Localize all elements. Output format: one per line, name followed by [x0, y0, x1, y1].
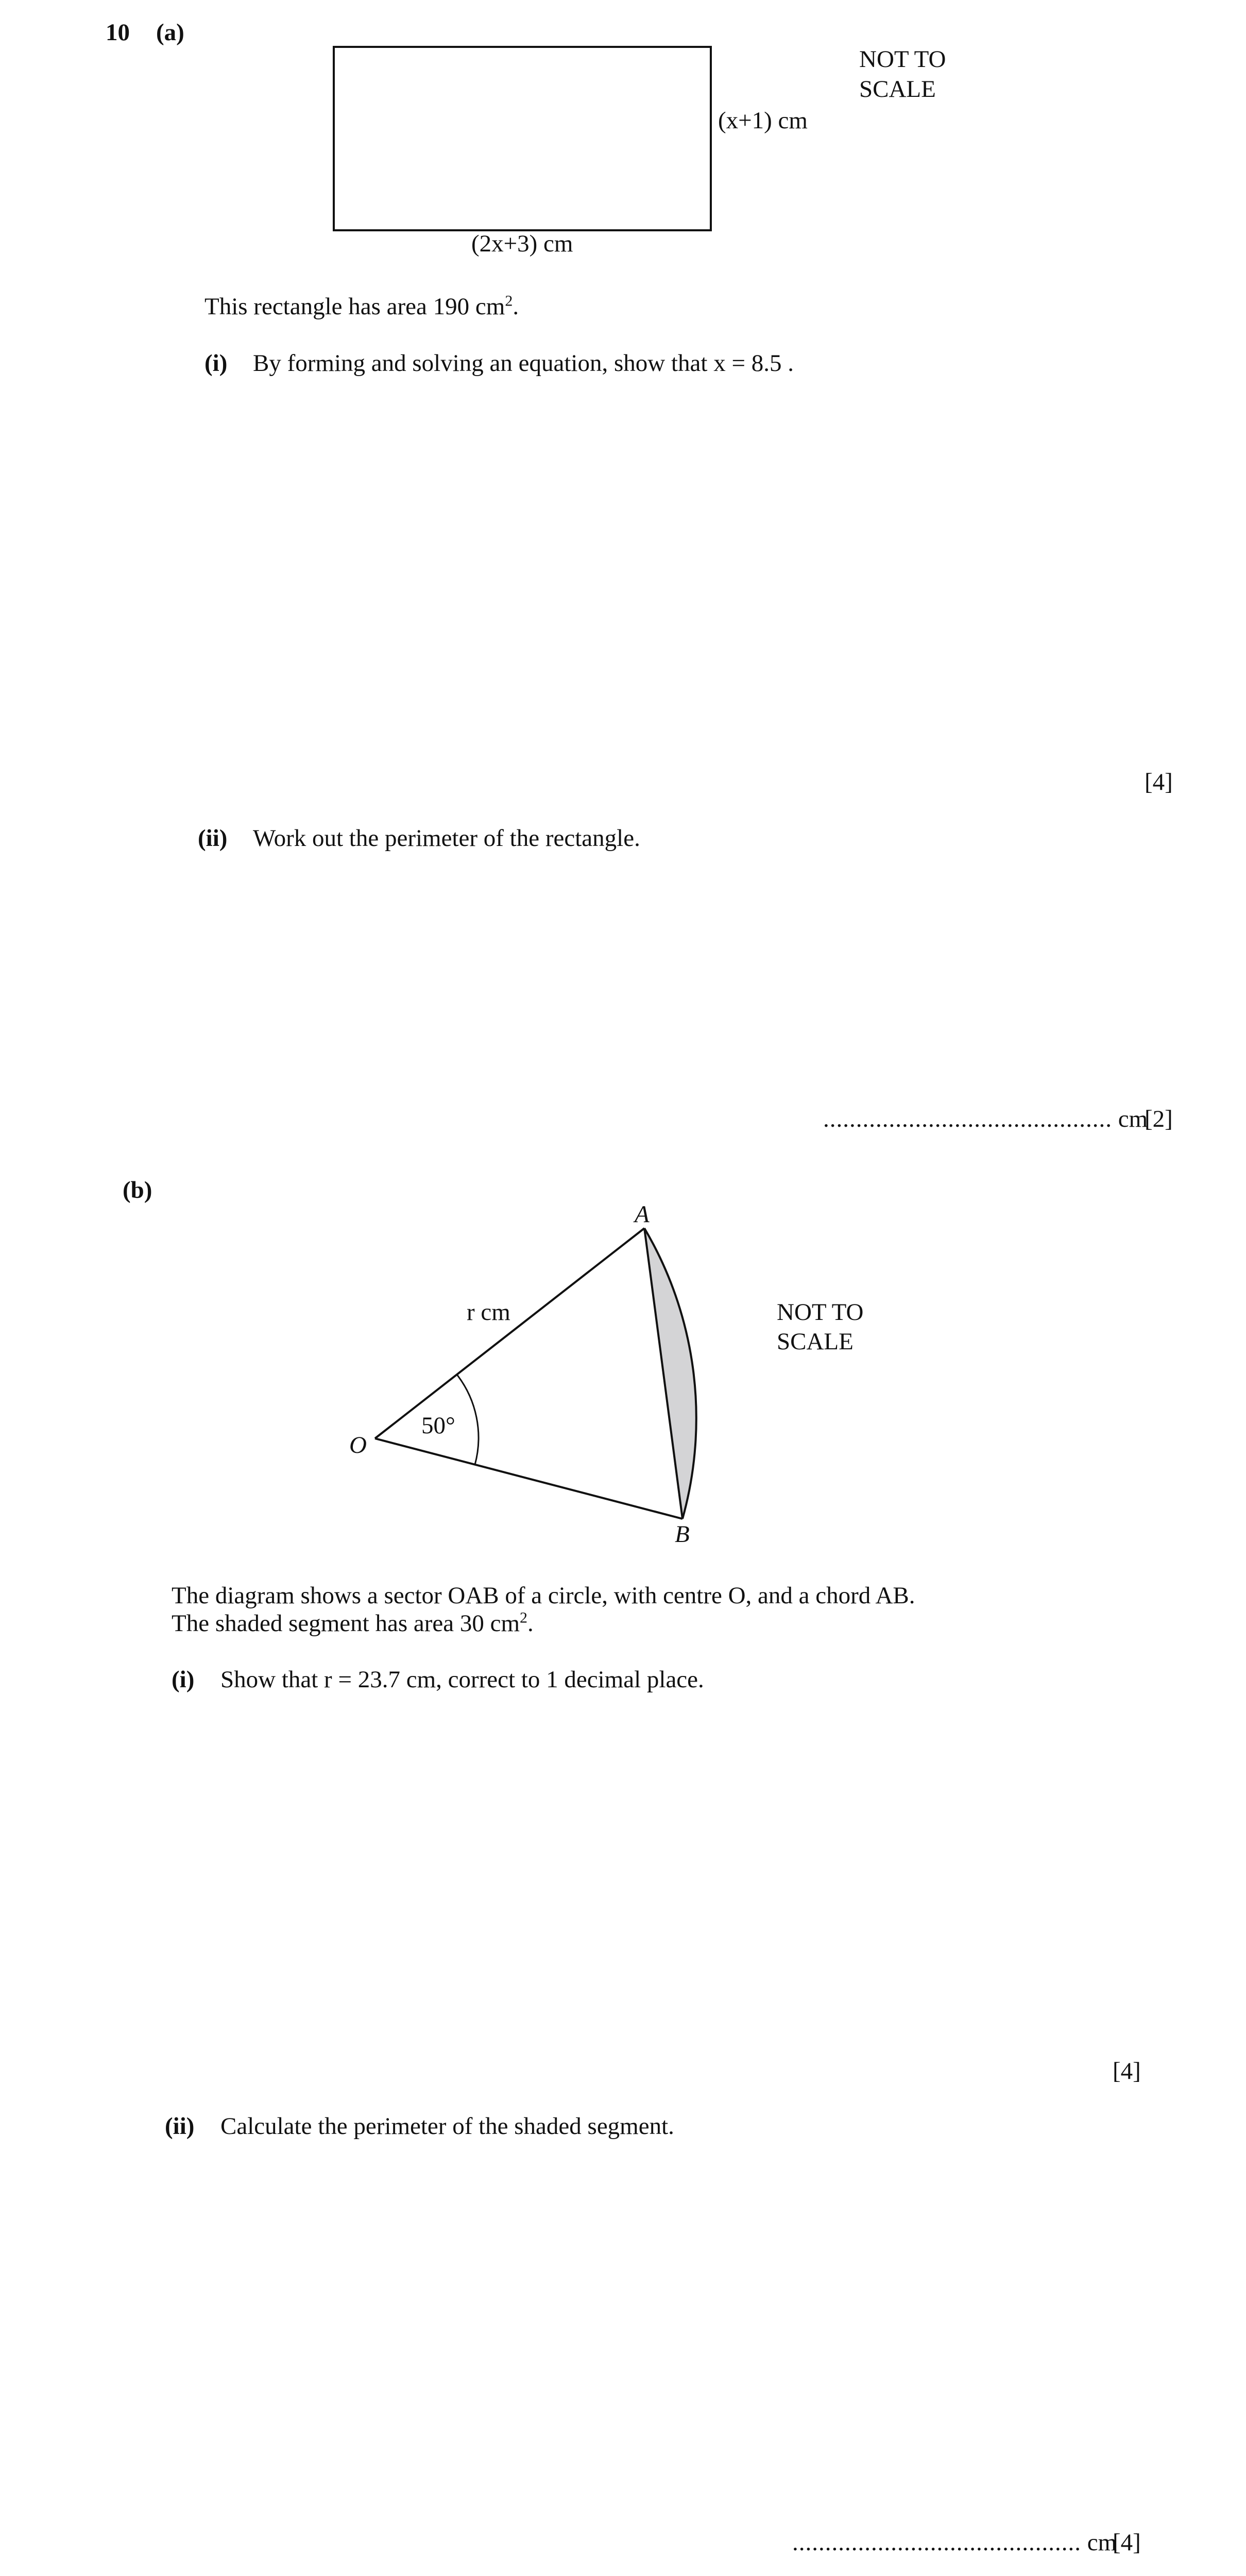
part-b-i-marks: [4] — [1113, 2058, 1141, 2084]
part-a-i-text: By forming and solving an equation, show that x = 8.5 . — [253, 350, 794, 377]
part-a-ii-text: Work out the perimeter of the rectangle. — [253, 825, 640, 852]
part-b-stem-line2-text: The shaded segment has area 30 cm — [172, 1610, 520, 1637]
part-b-ii-marks: [4] — [1113, 2529, 1141, 2556]
part-b-ii-label: (ii) — [165, 2113, 195, 2140]
question-number: 10 — [106, 19, 130, 46]
radius-label: r cm — [467, 1299, 510, 1326]
part-a-i-marks: [4] — [1145, 769, 1173, 795]
part-a-ii-marks: [2] — [1145, 1106, 1173, 1132]
part-b-ii-answer-dots[interactable]: ............................................ — [792, 2529, 1081, 2556]
radius-ob — [375, 1438, 682, 1519]
angle-arc — [457, 1375, 479, 1465]
part-b-ii-answer-unit: cm — [1087, 2529, 1117, 2556]
angle-label: 50° — [421, 1412, 455, 1439]
sector-not-to-scale-line1: NOT TO — [777, 1299, 864, 1326]
part-b-label: (b) — [123, 1177, 152, 1204]
shaded-segment — [644, 1228, 696, 1519]
point-a-label: A — [635, 1201, 650, 1228]
part-b-stem-line1: The diagram shows a sector OAB of a circle, with centre O, and a chord AB. — [172, 1582, 915, 1609]
point-o-label: O — [349, 1432, 367, 1459]
part-a-stem-end: . — [513, 293, 519, 320]
part-a-ii-label: (ii) — [198, 825, 228, 852]
sector-not-to-scale-line2: SCALE — [777, 1328, 854, 1355]
part-a-ii-answer-dots[interactable]: ............................................ — [823, 1106, 1112, 1132]
rectangle-not-to-scale-line2: SCALE — [859, 76, 936, 103]
part-a-stem-sup: 2 — [505, 292, 513, 310]
part-a-ii-answer-unit: cm — [1118, 1106, 1148, 1132]
part-b-ii-answer-line[interactable] — [792, 2529, 1117, 2556]
part-b-i-text: Show that r = 23.7 cm, correct to 1 decimal place. — [220, 1666, 704, 1693]
rectangle-side-label: (x+1) cm — [718, 107, 808, 134]
rectangle-not-to-scale-line1: NOT TO — [859, 46, 946, 73]
part-b-stem-line2 — [172, 1609, 534, 1637]
part-b-ii-text: Calculate the perimeter of the shaded segment. — [220, 2113, 674, 2140]
radius-oa — [375, 1228, 644, 1438]
rectangle-bottom-label: (2x+3) cm — [471, 230, 573, 257]
part-a-stem-text: This rectangle has area 190 cm — [204, 293, 505, 320]
part-b-i-label: (i) — [172, 1666, 195, 1693]
part-b-stem-line2-end: . — [527, 1610, 534, 1637]
part-b-stem-line2-sup: 2 — [520, 1609, 528, 1626]
point-b-label: B — [675, 1521, 690, 1548]
part-a-label: (a) — [156, 19, 184, 46]
part-a-i-label: (i) — [204, 350, 228, 377]
